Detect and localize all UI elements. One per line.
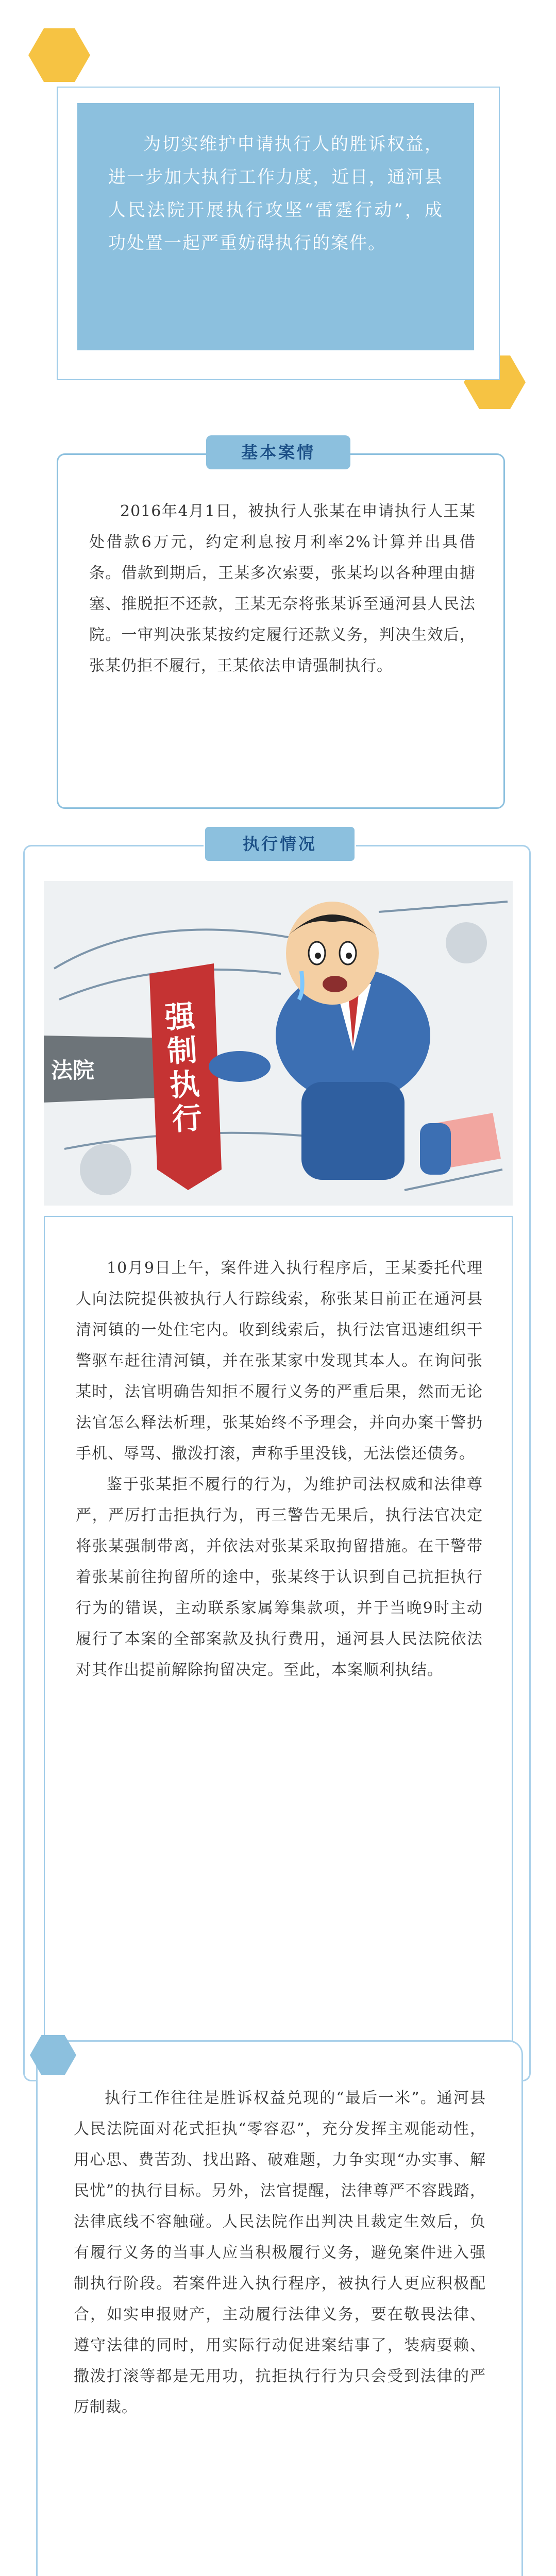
execution-title: 执行情况 <box>204 825 356 862</box>
decorative-hexagon-top-left <box>28 28 90 82</box>
case-basic-text: 2016年4月1日，被执行人张某在申请执行人王某处借款6万元，约定利息按月利率2%计算并出具借条。借款到期后，王某多次索要，张某均以各种理由搪塞、推脱拒不还款，王某无奈将张某诉至通河县人民法院。一审判决张某按约定履行还款义务，判决生效后，张某仍拒不履行，王某依法申请强制执行。 <box>89 502 476 675</box>
closing-text: 执行工作往往是胜诉权益兑现的“最后一米”。通河县人民法院面对花式拒执“零容忍”，充分发挥主观能动性，用心思、费苦劲、找出路、破难题，力争实现“办实事、解民忧”的执行目标。另外，法官提醒，法律尊严不容践踏，法律底线不容触碰。人民法院作出判决且裁定生效后，负有履行义务的当事人应当积极履行义务，避免案件进入强制执行阶段。若案件进入执行程序，被执行人更应积极配合，如实申报财产，主动履行法律义务，要在敬畏法律、遵守法律的同时，用实际行动促进案结事了，装病耍赖、撒泼打滚等都是无用功，抗拒执行行为只会受到法律的严厉制裁。 <box>74 2089 486 2416</box>
enforce-banner-label: 强制执行 <box>163 998 204 1138</box>
case-basic-title: 基本案情 <box>206 435 350 469</box>
intro-text: 为切实维护申请执行人的胜诉权益，进一步加大执行工作力度，近日，通河县人民法院开展执行攻坚“雷霆行动”，成功处置一起严重妨碍执行的案件。 <box>108 134 443 253</box>
cartoon-illustration <box>44 881 513 1206</box>
intro-box <box>77 103 474 350</box>
closing-card <box>36 2040 523 2576</box>
cartoon-svg <box>44 881 513 1206</box>
court-sign-label: 法院 <box>51 1058 95 1083</box>
execution-text-frame <box>44 1216 513 2066</box>
execution-para-2: 鉴于张某拒不履行的行为，为维护司法权威和法律尊严，严厉打击拒执行为，再三警告无果后，执行法官决定将张某强制带离，并依法对张某采取拘留措施。在干警带着张某前往拘留所的途中，张某终于认识到自己抗拒执行行为的错误，主动联系家属筹集款项，并于当晚9时主动履行了本案的全部案款及执行费用，通河县人民法院依法对其作出提前解除拘留决定。至此，本案顺利执结。 <box>76 1476 483 1679</box>
case-basic-card <box>57 453 505 809</box>
execution-para-1: 10月9日上午，案件进入执行程序后，王某委托代理人向法院提供被执行人行踪线索，称张某目前正在通河县清河镇的一处住宅内。收到线索后，执行法官迅速组织干警驱车赶往清河镇，并在张某家中发现其本人。在询问张某时，法官明确告知拒不履行义务的严重后果，然而无论法官怎么释法析理，张某始终不予理会，并向办案干警扔手机、辱骂、撒泼打滚，声称手里没钱，无法偿还债务。 <box>76 1259 483 1463</box>
